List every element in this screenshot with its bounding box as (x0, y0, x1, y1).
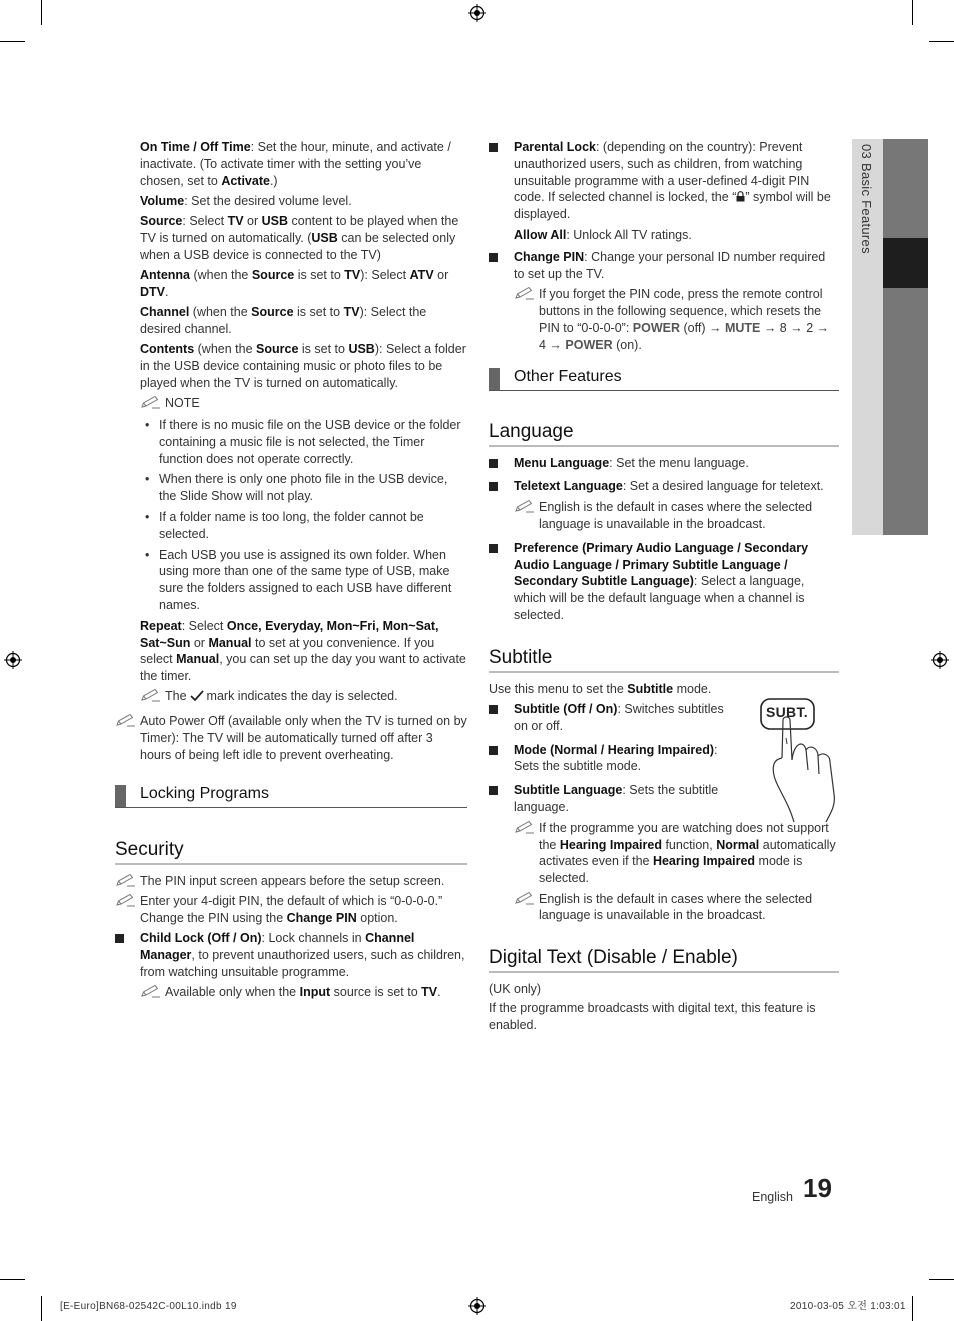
registration-mark-icon (468, 1297, 486, 1315)
subt-button-illustration (760, 698, 840, 824)
note-bullet: • When there is only one photo file in the USB device, the Slide Show will not play. (115, 471, 467, 505)
language-label: English (752, 1190, 793, 1204)
antenna-entry: Antenna (when the Source is set to TV): Select ATV or DTV. (140, 268, 449, 299)
crop-mark (912, 0, 913, 25)
teletext-language-entry: Teletext Language: Set a desired language for teletext. (489, 478, 839, 495)
note-bullet: • If a folder name is too long, the folder cannot be selected. (115, 509, 467, 543)
check-note: The mark indicates the day is selected. (140, 688, 467, 705)
digital-text-description: If the programme broadcasts with digital text, this feature is enabled. (489, 1000, 816, 1032)
digital-text-heading: Digital Text (Disable / Enable) (489, 946, 839, 973)
edge-tab-dark (883, 139, 928, 535)
preference-entry: Preference (Primary Audio Language / Secondary Audio Language / Primary Subtitle Language / Secondary Subtitle Language): Select a language, which will be the default language when a channel is selected. (489, 540, 839, 624)
source-entry: Source: Select TV or USB content to be played when the TV is turned on automatically. (USB can be selected only when a USB device is connected to the TV) (140, 214, 459, 262)
note-pencil-icon (140, 395, 162, 409)
subtitle-intro: Use this menu to set the Subtitle mode. (489, 681, 712, 696)
lock-icon (736, 191, 745, 202)
chapter-label: 03 Basic Features (858, 144, 874, 254)
pin-reset-note: If you forget the PIN code, press the remote control buttons in the following sequence, which resets the PIN to “0-0-0-0”: POWER (off) → MUTE → 8 → 2 → 4 → POWER (on). (514, 286, 839, 353)
crop-mark (41, 0, 42, 25)
contents-entry: Contents (when the Source is set to USB): Select a folder in the USB device containing music or photo files to be played when the TV is turned on automatically. (140, 342, 466, 390)
security-heading: Security (115, 838, 467, 865)
menu-language-entry: Menu Language: Set the menu language. (489, 455, 839, 472)
right-column (489, 139, 839, 1033)
crop-mark (929, 1279, 954, 1280)
allow-all-entry: Allow All: Unlock All TV ratings. (514, 227, 692, 242)
note-pencil-icon (514, 891, 536, 905)
subtitle-note: If the programme you are watching does not support the Hearing Impaired function, Normal automatically activates even if the Hearing Impaired mode is selected. (514, 820, 839, 887)
crop-mark (0, 1279, 25, 1280)
edge-tab-marker (883, 238, 928, 288)
child-lock-note: Available only when the Input source is set to TV. (140, 984, 467, 1001)
note-pencil-icon (115, 713, 137, 727)
repeat-entry: Repeat: Select Once, Everyday, Mon~Fri, Mon~Sat, Sat~Sun or Manual to set at you convenience. If you select Manual, you can set up the day you want to activate the timer. (140, 618, 466, 684)
other-features-heading: Other Features (489, 367, 839, 391)
crop-mark (912, 1296, 913, 1321)
crop-mark (0, 41, 25, 42)
auto-power-note: Auto Power Off (available only when the TV is turned on by Timer): The TV will be automatically turned off after 3 hours of being left idle to prevent overheating. (115, 713, 467, 763)
page-number: 19 (803, 1173, 832, 1203)
channel-entry: Channel (when the Source is set to TV): Select the desired channel. (140, 305, 427, 336)
parental-lock-entry: Parental Lock: (depending on the country): Prevent unauthorized users, such as children, from watching unsuitable programme with a user-defined 4-digit PIN code. If selected channel is locked, the “ ” symbol will be displayed. (489, 139, 839, 223)
security-note: The PIN input screen appears before the setup screen. (115, 873, 467, 890)
subt-button-label: SUBT. (766, 704, 808, 720)
subtitle-note: English is the default in cases where the selected language is unavailable in the broadcast. (514, 891, 839, 925)
print-file-info: [E-Euro]BN68-02542C-00L10.indb 19 (60, 1301, 237, 1312)
note-bullet: • If there is no music file on the USB device or the folder containing a music file is not selected, the Timer function does not operate correctly. (115, 417, 467, 467)
volume-entry: Volume: Set the desired volume level. (140, 193, 352, 208)
registration-mark-icon (931, 651, 949, 669)
note-pencil-icon (514, 499, 536, 513)
note-pencil-icon (115, 873, 137, 887)
security-note: Enter your 4-digit PIN, the default of which is “0-0-0-0.” Change the PIN using the Change PIN option. (115, 893, 467, 927)
crop-mark (41, 1296, 42, 1321)
registration-mark-icon (4, 651, 22, 669)
note-pencil-icon (514, 820, 536, 834)
subtitle-mode-entry: Mode (Normal / Hearing Impaired): Sets the subtitle mode. (489, 742, 739, 776)
teletext-note: English is the default in cases where the selected language is unavailable in the broadcast. (514, 499, 839, 533)
crop-mark (929, 41, 954, 42)
note-pencil-icon (140, 688, 162, 702)
subtitle-heading: Subtitle (489, 646, 839, 673)
chapter-edge-tab (852, 139, 928, 535)
subtitle-onoff-entry: Subtitle (Off / On): Switches subtitles on or off. (489, 701, 739, 735)
print-date-info: 2010-03-05 오전 1:03:01 (790, 1301, 906, 1312)
note-bullet: • Each USB you use is assigned its own folder. When using more than one of the same type of USB, make sure the folders assigned to each USB have different names. (115, 547, 467, 614)
note-pencil-icon (115, 893, 137, 907)
checkmark-icon (190, 690, 204, 702)
left-column (115, 139, 467, 1005)
registration-mark-icon (468, 4, 486, 22)
uk-only-note: (UK only) (489, 982, 542, 997)
language-heading: Language (489, 420, 839, 447)
child-lock-entry: Child Lock (Off / On): Lock channels in Channel Manager, to prevent unauthorized users, such as children, from watching unsuitable programme. (115, 930, 467, 980)
note-pencil-icon (514, 286, 536, 300)
locking-programs-heading: Locking Programs (115, 784, 467, 808)
subtitle-language-entry: Subtitle Language: Sets the subtitle language. (489, 782, 739, 816)
note-heading (140, 395, 467, 412)
note-pencil-icon (140, 984, 162, 998)
on-time-entry: On Time / Off Time: Set the hour, minute, and activate / inactivate. (To activate timer with the setting you’ve chosen, set to Activate.) (140, 140, 451, 188)
note-label: NOTE (165, 396, 200, 411)
change-pin-entry: Change PIN: Change your personal ID number required to set up the TV. (489, 249, 839, 283)
